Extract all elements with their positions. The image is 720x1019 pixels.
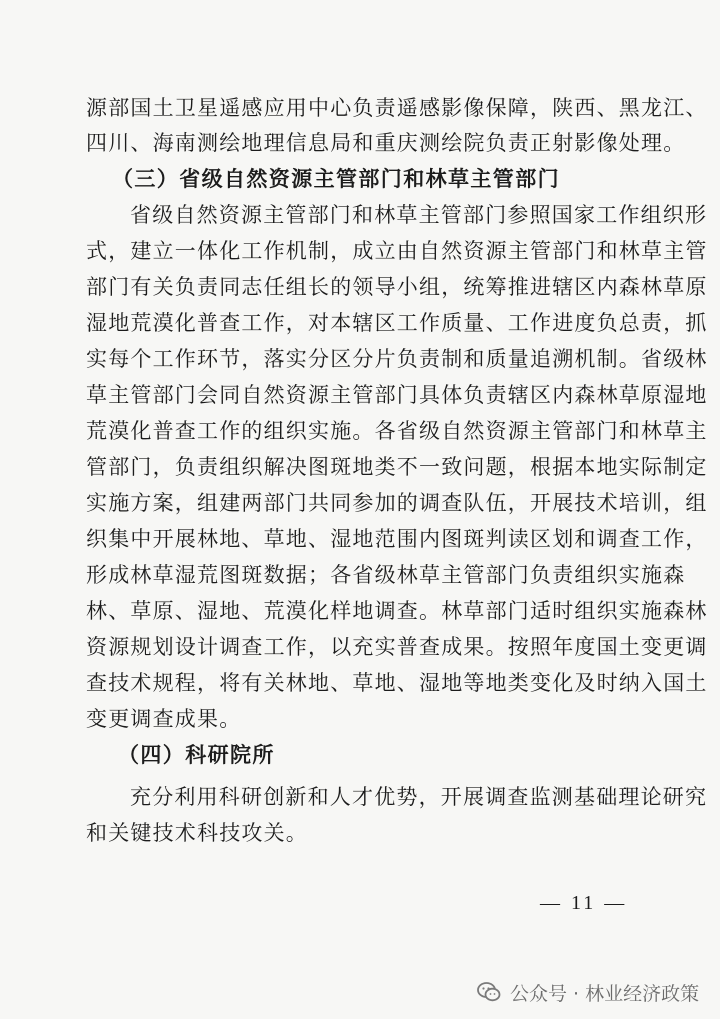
line-text: 湿地荒漠化普查工作，对本辖区工作质量、工作进度负总责，抓	[86, 311, 708, 335]
line-text: 管部门，负责组织解决图斑地类不一致问题，根据本地实际制定	[86, 455, 708, 479]
text-line	[0, 308, 720, 338]
line-text: 查技术规程，将有关林地、草地、湿地等地类变化及时纳入国土	[86, 671, 708, 695]
text-line	[0, 704, 720, 734]
line-text: 四川、海南测绘地理信息局和重庆测绘院负责正射影像处理。	[86, 131, 686, 155]
line-text: 变更调查成果。	[86, 707, 242, 731]
heading-text: （四）科研院所	[118, 742, 275, 767]
watermark-text: 公众号 · 林业经济政策	[510, 982, 700, 1005]
line-text: 实施方案，组建两部门共同参加的调查队伍，开展技术培训，组	[86, 491, 708, 515]
text-line	[0, 200, 720, 230]
text-line	[0, 560, 720, 590]
line-text: 草主管部门会同自然资源主管部门具体负责辖区内森林草原湿地	[86, 383, 708, 407]
watermark	[476, 975, 699, 1009]
line-text: 资源规划设计调查工作，以充实普查成果。按照年度国土变更调	[86, 635, 708, 659]
text-line	[0, 416, 720, 446]
text-line	[0, 380, 720, 410]
section-heading	[0, 164, 720, 194]
section-heading	[0, 740, 720, 770]
line-text: 省级自然资源主管部门和林草主管部门参照国家工作组织形	[130, 203, 708, 227]
line-text: 荒漠化普查工作的组织实施。各省级自然资源主管部门和林草主	[86, 419, 708, 443]
text-line	[0, 272, 720, 302]
line-text: 式，建立一体化工作机制，成立由自然资源主管部门和林草主管	[86, 239, 708, 263]
line-text: 林、草原、湿地、荒漠化样地调查。林草部门适时组织实施森林	[86, 599, 708, 623]
text-line	[0, 452, 720, 482]
text-line	[0, 596, 720, 626]
text-line	[0, 782, 720, 812]
heading-text: （三）省级自然资源主管部门和林草主管部门	[112, 166, 560, 191]
text-line	[0, 524, 720, 554]
line-text: 部门有关负责同志任组长的领导小组，统筹推进辖区内森林草原	[86, 275, 708, 299]
text-line	[0, 488, 720, 518]
line-text: 形成林草湿荒图斑数据；各省级林草主管部门负责组织实施森	[86, 563, 686, 587]
text-line	[0, 632, 720, 662]
text-line	[0, 818, 720, 848]
text-line	[0, 668, 720, 698]
text-line	[0, 236, 720, 266]
line-text: 充分利用科研创新和人才优势，开展调查监测基础理论研究	[130, 785, 708, 809]
line-text: 实每个工作环节，落实分区分片负责制和质量追溯机制。省级林	[86, 347, 708, 371]
wechat-logo-icon	[476, 979, 502, 1005]
line-text: 源部国土卫星遥感应用中心负责遥感影像保障，陕西、黑龙江、	[86, 96, 708, 120]
text-line	[0, 93, 720, 123]
text-line	[0, 128, 720, 158]
page-number: — 11 —	[540, 892, 628, 914]
line-text: 织集中开展林地、草地、湿地范围内图斑判读区划和调查工作，	[86, 527, 708, 551]
text-line	[0, 344, 720, 374]
line-text: 和关键技术科技攻关。	[86, 821, 308, 845]
